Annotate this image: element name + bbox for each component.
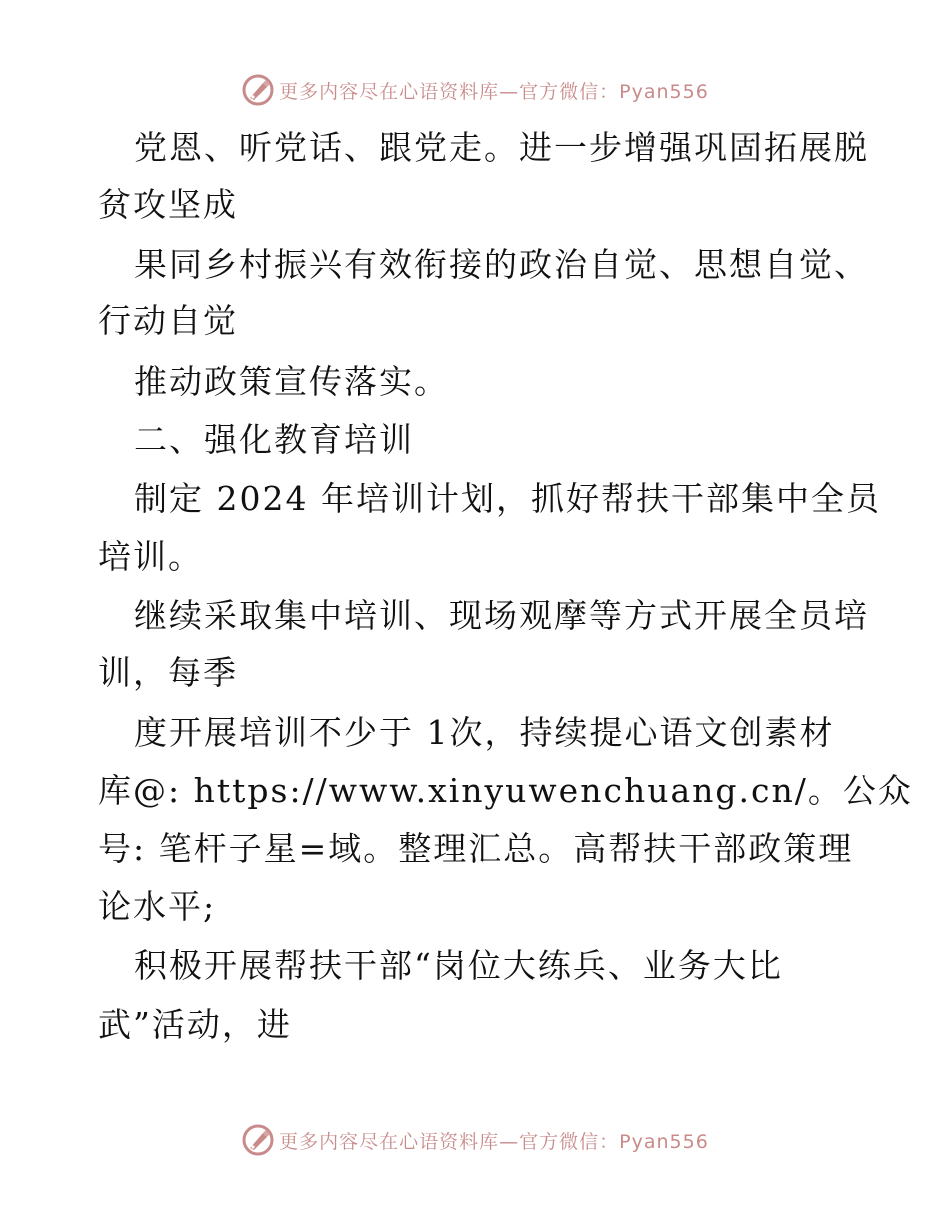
- text-line: 果同乡村振兴有效衔接的政治自觉、思想自觉、: [134, 245, 869, 284]
- text-line: 库@: https://www.xinyuwenchuang.cn/。公众: [98, 771, 913, 810]
- pen-nib-logo-icon: [241, 73, 275, 107]
- text-line: 论水平;: [98, 887, 217, 926]
- text-line: 继续采取集中培训、现场观摩等方式开展全员培: [134, 596, 869, 635]
- section-heading: 二、强化教育培训: [134, 420, 414, 459]
- text-line: 训，每季: [98, 653, 238, 692]
- footer-watermark: [0, 1120, 950, 1160]
- text-line: 行动自觉: [98, 301, 238, 340]
- text-line: 度开展培训不少于 1次，持续提心语文创素材: [134, 713, 835, 752]
- watermark-text: 更多内容尽在心语资料库—官方微信：Pyan556: [279, 1130, 709, 1153]
- text-line: 推动政策宣传落实。: [134, 362, 449, 401]
- watermark-text: 更多内容尽在心语资料库—官方微信：Pyan556: [279, 80, 709, 103]
- text-line: 贫攻坚成: [98, 185, 238, 224]
- text-line: 制定 2024 年培训计划，抓好帮扶干部集中全员: [134, 479, 881, 518]
- pen-nib-logo-icon: [241, 1123, 275, 1157]
- header-watermark: [0, 70, 950, 110]
- text-line: 党恩、听党话、跟党走。进一步增强巩固拓展脱: [134, 128, 869, 167]
- text-line: 培训。: [98, 537, 203, 576]
- text-line: 积极开展帮扶干部“岗位大练兵、业务大比: [134, 946, 783, 985]
- text-line: 武”活动，进: [98, 1005, 292, 1044]
- text-line: 号: 笔杆子星=域。整理汇总。高帮扶干部政策理: [98, 829, 854, 868]
